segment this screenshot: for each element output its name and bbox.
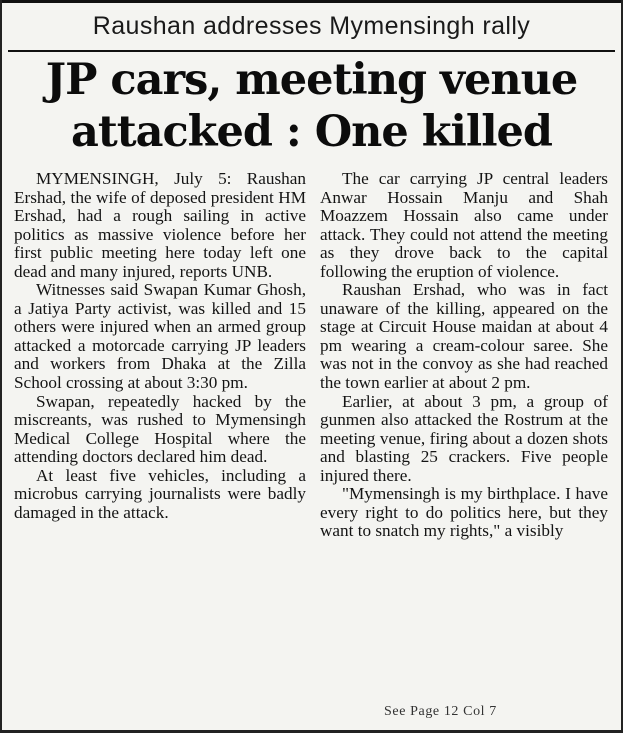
paragraph: The car carrying JP central leaders Anwar Hossain Manju and Shah Moazzem Hossain also came under attack. They could not attend the meeting as they drove back to the capital following the eruption of violence. (320, 169, 608, 281)
headline-line-1: JP cars, meeting venue (45, 55, 578, 105)
right-column (320, 170, 608, 541)
main-headline (2, 54, 621, 158)
paragraph: MYMENSINGH, July 5: Raushan Ershad, the wife of deposed president HM Ershad, had a rough sailing in active politics as massive violence before her first public meeting here today left one dead and many injured, reports UNB. (14, 169, 306, 281)
left-column (14, 170, 306, 522)
continuation-note: See Page 12 Col 7 (384, 704, 497, 719)
paragraph: "Mymensingh is my birthplace. I have every right to do politics here, but they want to snatch my rights," a visibly (320, 484, 608, 541)
paragraph: Swapan, repeatedly hacked by the miscreants, was rushed to Mymensingh Medical College Hospital where the attending doctors declared him dead. (14, 391, 306, 467)
paragraph: Raushan Ershad, who was in fact unaware of the killing, appeared on the stage at Circuit House maidan at about 4 pm wearing a cream-colour saree. She was not in the convoy as she had reached the town earlier at about 2 pm. (320, 280, 608, 393)
kicker-headline: Raushan addresses Mymensingh rally (8, 6, 615, 52)
paragraph: Earlier, at about 3 pm, a group of gunmen also attacked the Rostrum at the meeting venue, firing about a dozen shots and blasting 25 crackers. Five people injured there. (320, 391, 608, 485)
top-rule (2, 0, 621, 3)
paragraph: At least five vehicles, including a microbus carrying journalists were badly damaged in the attack. (14, 465, 306, 522)
paragraph: Witnesses said Swapan Kumar Ghosh, a Jatiya Party activist, was killed and 15 others were injured when an armed group attacked a motorcade carrying JP leaders and workers from Dhaka at the Zilla School crossing at about 3:30 pm. (14, 280, 306, 393)
headline-line-2: attacked : One killed (71, 107, 552, 157)
